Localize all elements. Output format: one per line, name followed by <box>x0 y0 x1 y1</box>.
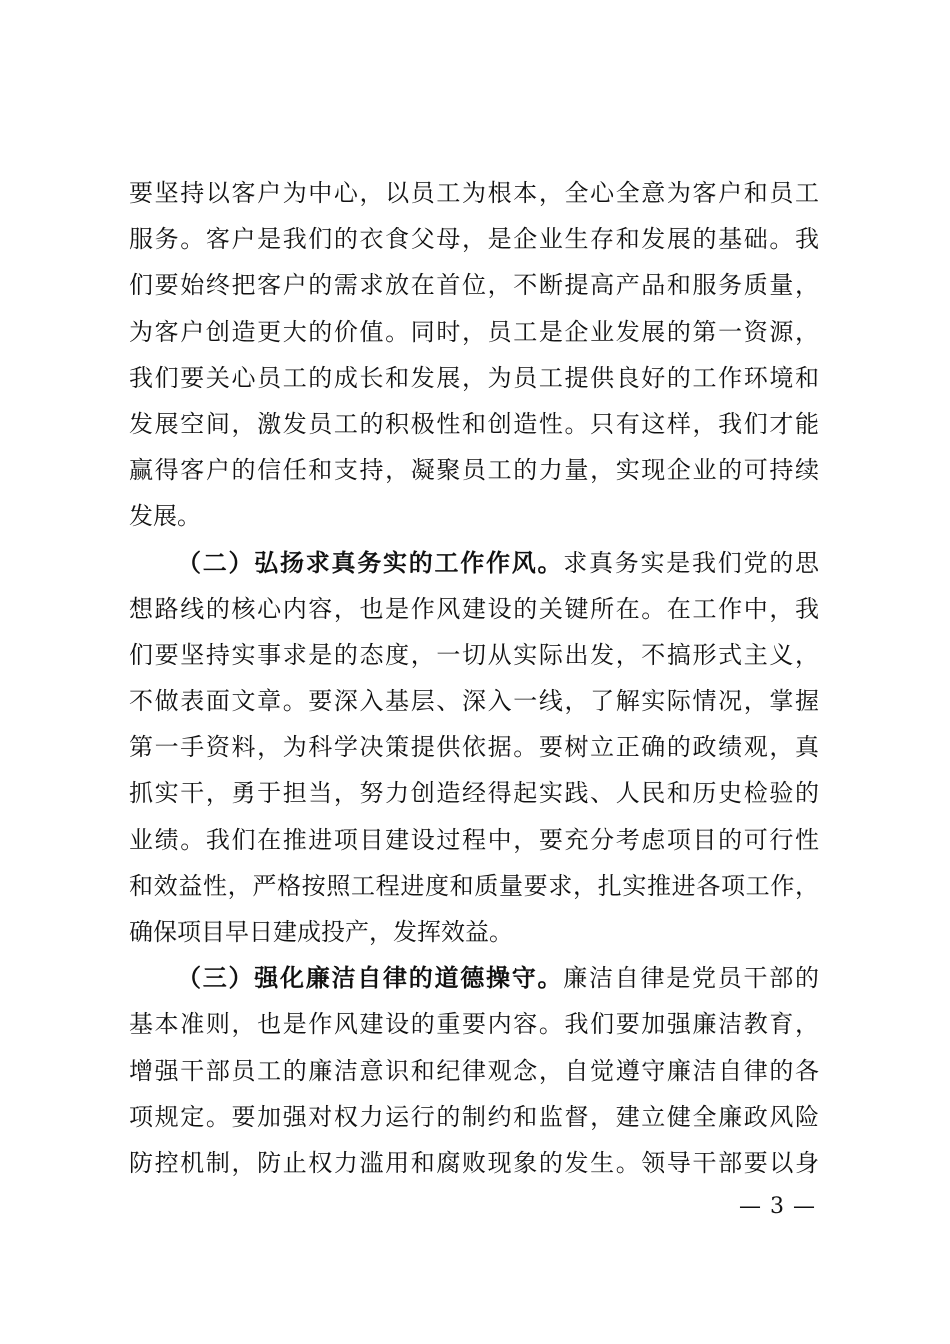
text-line: 和效益性，严格按照工程进度和质量要求，扎实推进各项工作， <box>129 871 819 900</box>
text-line: 想路线的核心内容，也是作风建设的关键所在。在工作中，我 <box>129 594 819 623</box>
section-2-intro: 求真务实是我们党的思 <box>563 548 819 577</box>
text-line: 增强干部员工的廉洁意识和纪律观念，自觉遵守廉洁自律的各 <box>129 1056 819 1085</box>
text-line: 基本准则，也是作风建设的重要内容。我们要加强廉洁教育， <box>129 1010 819 1039</box>
text-line: 项规定。要加强对权力运行的制约和监督，建立健全廉政风险 <box>129 1102 819 1131</box>
section-2-first-line <box>129 540 819 586</box>
section-3-first-line <box>129 955 819 1001</box>
text-line: 要坚持以客户为中心，以员工为根本，全心全意为客户和员工 <box>129 179 819 207</box>
text-line: 抓实干，勇于担当，努力创造经得起实践、人民和历史检验的 <box>129 779 819 808</box>
text-line: 赢得客户的信任和支持，凝聚员工的力量，实现企业的可持续 <box>129 456 819 485</box>
text-line: 服务。客户是我们的衣食父母，是企业生存和发展的基础。我 <box>129 225 819 254</box>
text-line: 我们要关心员工的成长和发展，为员工提供良好的工作环境和 <box>129 363 819 392</box>
text-line: 不做表面文章。要深入基层、深入一线，了解实际情况，掌握 <box>129 687 819 716</box>
section-3-intro: 廉洁自律是党员干部的 <box>563 964 819 993</box>
section-2-heading: （二）弘扬求真务实的工作作风。 <box>177 547 564 577</box>
text-line: 发展。 <box>129 502 201 531</box>
text-line: 第一手资料，为科学决策提供依据。要树立正确的政绩观，真 <box>129 733 819 762</box>
text-line: 为客户创造更大的价值。同时，员工是企业发展的第一资源， <box>129 317 819 346</box>
section-3-heading: （三）强化廉洁自律的道德操守。 <box>177 963 564 993</box>
text-line: 确保项目早日建成投产，发挥效益。 <box>129 918 513 946</box>
text-line: 们要坚持实事求是的态度，一切从实际出发，不搞形式主义， <box>129 640 819 669</box>
page-number: — 3 — <box>739 1194 816 1219</box>
text-line: 发展空间，激发员工的积极性和创造性。只有这样，我们才能 <box>129 409 819 438</box>
text-line: 防控机制，防止权力滥用和腐败现象的发生。领导干部要以身 <box>129 1148 819 1177</box>
text-line: 们要始终把客户的需求放在首位，不断提高产品和服务质量， <box>129 271 819 300</box>
body-text <box>129 170 819 1186</box>
text-line: 业绩。我们在推进项目建设过程中，要充分考虑项目的可行性 <box>129 825 819 854</box>
